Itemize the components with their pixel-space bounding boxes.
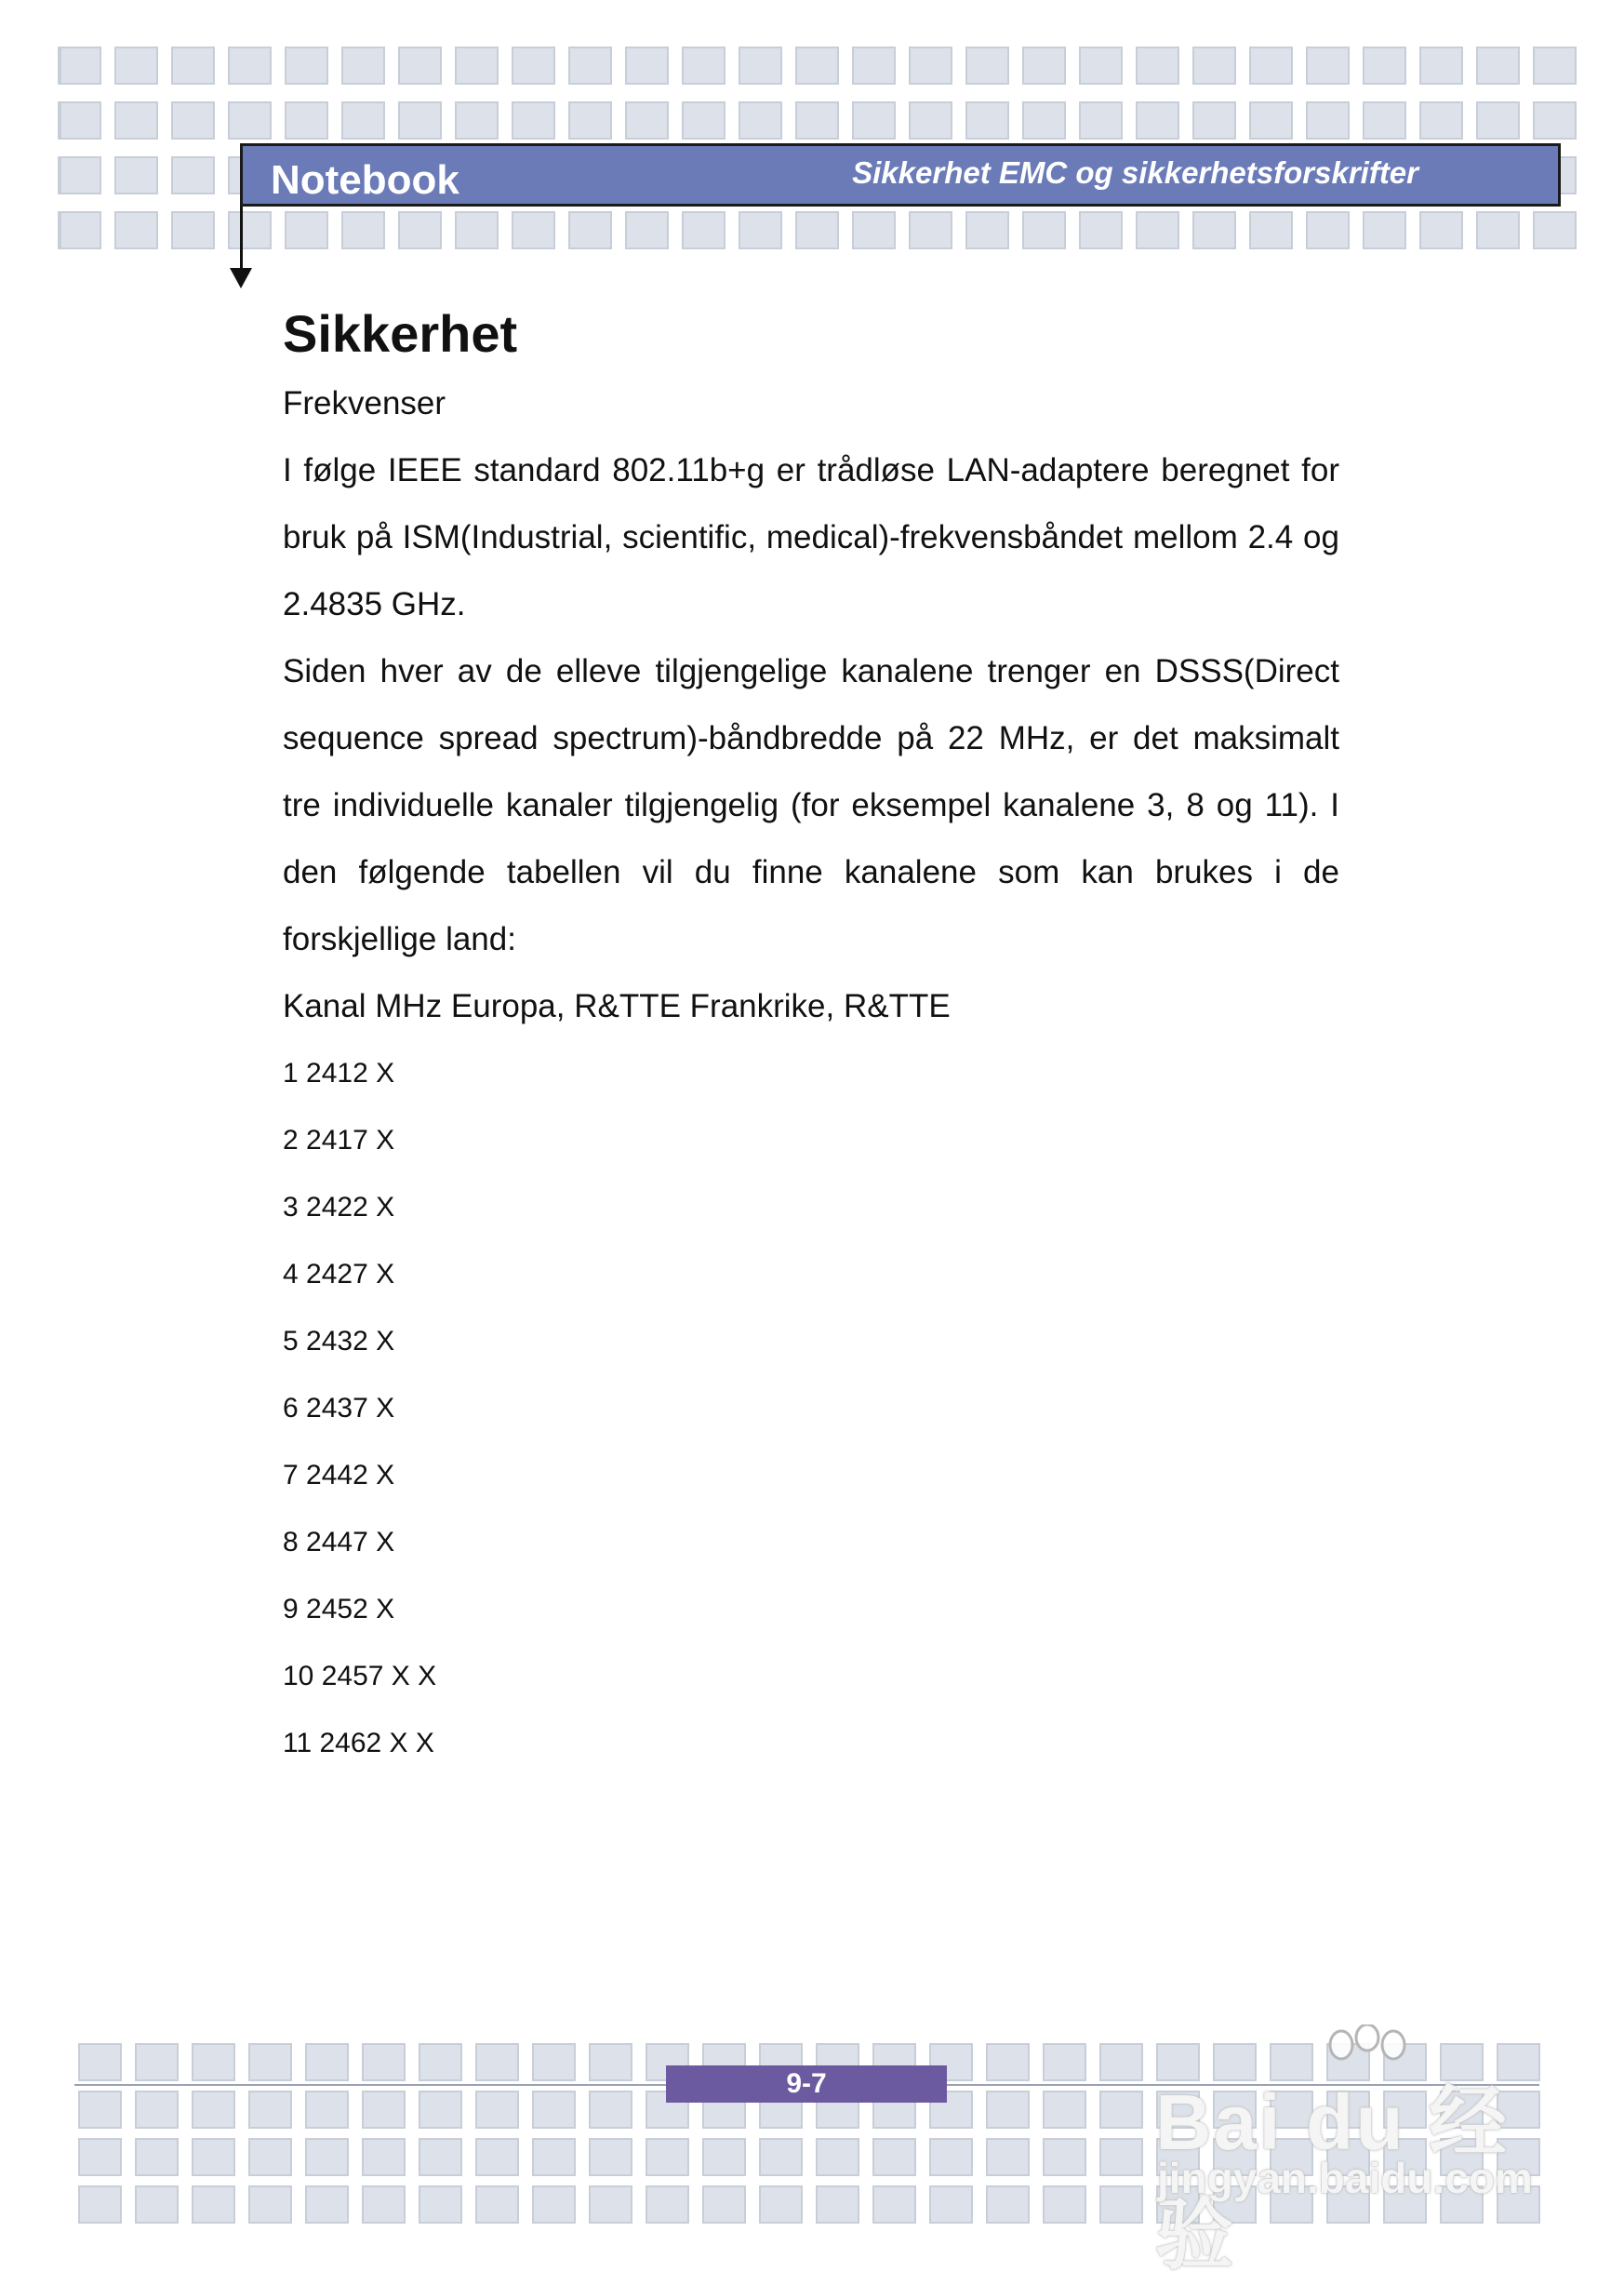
page-title: Sikkerhet	[283, 304, 518, 363]
grid-edge	[58, 156, 61, 194]
table-row: 10 2457 X X	[283, 1661, 437, 1691]
grid-edge	[58, 101, 61, 140]
grid-cell	[1043, 2185, 1086, 2224]
grid-cell	[341, 47, 385, 85]
arrow-down-icon	[230, 268, 252, 288]
grid-cell	[171, 211, 215, 249]
grid-cell	[58, 47, 101, 85]
grid-cell	[795, 101, 839, 140]
grid-cell	[1099, 2091, 1143, 2129]
grid-cell	[341, 211, 385, 249]
grid-cell	[114, 47, 158, 85]
grid-cell	[285, 47, 328, 85]
grid-cell	[589, 2185, 632, 2224]
grid-cell	[475, 2091, 519, 2129]
grid-cell	[248, 2091, 292, 2129]
channel-table	[283, 1040, 1339, 1777]
grid-cell	[114, 101, 158, 140]
grid-cell	[512, 101, 555, 140]
grid-cell	[739, 101, 782, 140]
grid-cell	[475, 2185, 519, 2224]
grid-cell	[1043, 2043, 1086, 2081]
grid-cell	[398, 101, 442, 140]
grid-cell	[1192, 101, 1236, 140]
grid-cell	[1022, 211, 1066, 249]
grid-cell	[625, 101, 669, 140]
grid-cell	[682, 211, 725, 249]
table-row: 5 2432 X	[283, 1326, 395, 1356]
grid-cell	[852, 47, 896, 85]
page-number: 9-7	[666, 2065, 947, 2103]
grid-cell	[646, 2185, 689, 2224]
grid-cell	[455, 101, 499, 140]
grid-cell	[285, 101, 328, 140]
grid-cell	[1306, 47, 1350, 85]
grid-cell	[1476, 211, 1520, 249]
grid-cell	[986, 2185, 1030, 2224]
grid-cell	[1419, 101, 1463, 140]
subheading: Frekvenser	[283, 385, 446, 421]
grid-cell	[1419, 211, 1463, 249]
grid-cell	[362, 2043, 406, 2081]
grid-cell	[228, 101, 272, 140]
grid-cell	[1079, 211, 1123, 249]
grid-cell	[589, 2043, 632, 2081]
grid-cell	[986, 2138, 1030, 2176]
grid-cell	[702, 2185, 746, 2224]
grid-cell	[532, 2185, 576, 2224]
grid-cell	[398, 47, 442, 85]
grid-cell	[682, 101, 725, 140]
grid-cell	[739, 47, 782, 85]
grid-cell	[1419, 47, 1463, 85]
grid-cell	[1306, 101, 1350, 140]
grid-cell	[816, 2185, 859, 2224]
grid-cell	[1476, 47, 1520, 85]
grid-cell	[305, 2185, 349, 2224]
grid-cell	[1533, 211, 1577, 249]
grid-cell	[171, 156, 215, 194]
table-row: 11 2462 X X	[283, 1728, 434, 1758]
grid-cell	[852, 211, 896, 249]
grid-cell	[965, 211, 1009, 249]
grid-cell	[872, 2185, 916, 2224]
grid-cell	[759, 2185, 803, 2224]
table-row: 1 2412 X	[283, 1058, 395, 1089]
grid-cell	[929, 2138, 973, 2176]
grid-cell	[362, 2185, 406, 2224]
grid-cell	[795, 211, 839, 249]
grid-cell	[759, 2138, 803, 2176]
page-content	[283, 298, 1339, 1777]
grid-cell	[135, 2091, 179, 2129]
grid-cell	[1079, 101, 1123, 140]
grid-cell	[1249, 47, 1293, 85]
grid-cell	[852, 101, 896, 140]
grid-cell	[568, 47, 612, 85]
table-row: 3 2422 X	[283, 1192, 395, 1223]
grid-cell	[78, 2185, 122, 2224]
grid-cell	[909, 101, 952, 140]
grid-cell	[192, 2138, 235, 2176]
grid-cell	[305, 2138, 349, 2176]
grid-cell	[702, 2138, 746, 2176]
grid-cell	[171, 47, 215, 85]
paragraph-channels: Siden hver av de elleve tilgjengelige kanalene trenger en DSSS(Direct sequence spread spectrum)-båndbredde på 22 MHz, er det maksimalt tre individuelle kanaler tilgjengelig (for eksempel kanalene 3, 8 og 11). I den følgende tabellen vil du finne kanalene som kan brukes i de forskjellige land:	[283, 653, 1339, 957]
grid-cell	[171, 101, 215, 140]
grid-cell	[512, 47, 555, 85]
grid-cell	[1136, 211, 1179, 249]
grid-cell	[1192, 47, 1236, 85]
grid-cell	[114, 156, 158, 194]
grid-cell	[532, 2043, 576, 2081]
watermark	[1146, 2024, 1546, 2278]
grid-cell	[248, 2138, 292, 2176]
grid-cell	[455, 47, 499, 85]
table-row: 9 2452 X	[283, 1594, 395, 1624]
grid-cell	[228, 211, 272, 249]
grid-cell	[1249, 211, 1293, 249]
grid-cell	[1022, 101, 1066, 140]
grid-cell	[419, 2091, 462, 2129]
grid-cell	[625, 47, 669, 85]
grid-cell	[192, 2091, 235, 2129]
watermark-url: jingyan.baidu.com	[1157, 2154, 1533, 2202]
grid-cell	[398, 211, 442, 249]
grid-cell	[58, 156, 101, 194]
grid-cell	[682, 47, 725, 85]
grid-cell	[872, 2138, 916, 2176]
grid-cell	[285, 211, 328, 249]
grid-cell	[58, 211, 101, 249]
grid-cell	[625, 211, 669, 249]
grid-cell	[1099, 2185, 1143, 2224]
grid-cell	[795, 47, 839, 85]
table-row: 2 2417 X	[283, 1125, 395, 1156]
table-row: 8 2447 X	[283, 1527, 395, 1557]
grid-cell	[1136, 101, 1179, 140]
grid-cell	[248, 2185, 292, 2224]
grid-cell	[305, 2043, 349, 2081]
grid-cell	[1022, 47, 1066, 85]
grid-cell	[135, 2138, 179, 2176]
paragraph-frequency: I følge IEEE standard 802.11b+g er trådløse LAN-adaptere beregnet for bruk på ISM(Industrial, scientific, medical)-frekvensbåndet mellom 2.4 og 2.4835 GHz.	[283, 452, 1339, 622]
grid-cell	[362, 2138, 406, 2176]
grid-cell	[78, 2091, 122, 2129]
grid-cell	[228, 47, 272, 85]
grid-edge	[58, 47, 61, 85]
grid-cell	[1079, 47, 1123, 85]
watermark-brand: Bai du 经验	[1155, 2078, 1510, 2278]
grid-cell	[1043, 2091, 1086, 2129]
grid-cell	[1533, 101, 1577, 140]
grid-cell	[909, 211, 952, 249]
grid-cell	[986, 2091, 1030, 2129]
grid-cell	[589, 2091, 632, 2129]
grid-cell	[929, 2185, 973, 2224]
grid-cell	[455, 211, 499, 249]
grid-edge	[58, 211, 61, 249]
grid-cell	[58, 101, 101, 140]
header-bar	[240, 143, 1561, 207]
table-header: Kanal MHz Europa, R&TTE Frankrike, R&TTE	[283, 988, 951, 1024]
grid-cell	[1249, 101, 1293, 140]
grid-cell	[192, 2185, 235, 2224]
grid-cell	[965, 47, 1009, 85]
grid-cell	[532, 2091, 576, 2129]
grid-cell	[1363, 211, 1406, 249]
grid-cell	[78, 2138, 122, 2176]
grid-cell	[341, 101, 385, 140]
grid-cell	[739, 211, 782, 249]
grid-cell	[305, 2091, 349, 2129]
grid-cell	[419, 2043, 462, 2081]
arrow-line	[240, 207, 243, 270]
grid-cell	[1043, 2138, 1086, 2176]
table-row: 6 2437 X	[283, 1393, 395, 1423]
grid-cell	[114, 211, 158, 249]
grid-cell	[909, 47, 952, 85]
grid-cell	[192, 2043, 235, 2081]
grid-cell	[78, 2043, 122, 2081]
grid-cell	[568, 211, 612, 249]
grid-cell	[1533, 47, 1577, 85]
grid-cell	[419, 2185, 462, 2224]
grid-cell	[816, 2138, 859, 2176]
grid-cell	[532, 2138, 576, 2176]
grid-cell	[135, 2043, 179, 2081]
grid-cell	[1363, 101, 1406, 140]
grid-cell	[135, 2185, 179, 2224]
grid-cell	[419, 2138, 462, 2176]
brand-label: Notebook	[271, 157, 459, 203]
grid-cell	[1363, 47, 1406, 85]
grid-cell	[986, 2043, 1030, 2081]
grid-cell	[362, 2091, 406, 2129]
grid-cell	[1306, 211, 1350, 249]
grid-cell	[965, 101, 1009, 140]
grid-cell	[646, 2138, 689, 2176]
table-row: 4 2427 X	[283, 1259, 395, 1289]
grid-cell	[248, 2043, 292, 2081]
grid-cell	[1099, 2043, 1143, 2081]
grid-cell	[568, 101, 612, 140]
grid-cell	[1099, 2138, 1143, 2176]
grid-cell	[512, 211, 555, 249]
section-title: Sikkerhet EMC og sikkerhetsforskrifter	[852, 155, 1418, 190]
grid-cell	[589, 2138, 632, 2176]
grid-cell	[475, 2043, 519, 2081]
grid-cell	[475, 2138, 519, 2176]
grid-cell	[1136, 47, 1179, 85]
grid-cell	[1192, 211, 1236, 249]
table-row: 7 2442 X	[283, 1460, 395, 1490]
grid-cell	[1476, 101, 1520, 140]
